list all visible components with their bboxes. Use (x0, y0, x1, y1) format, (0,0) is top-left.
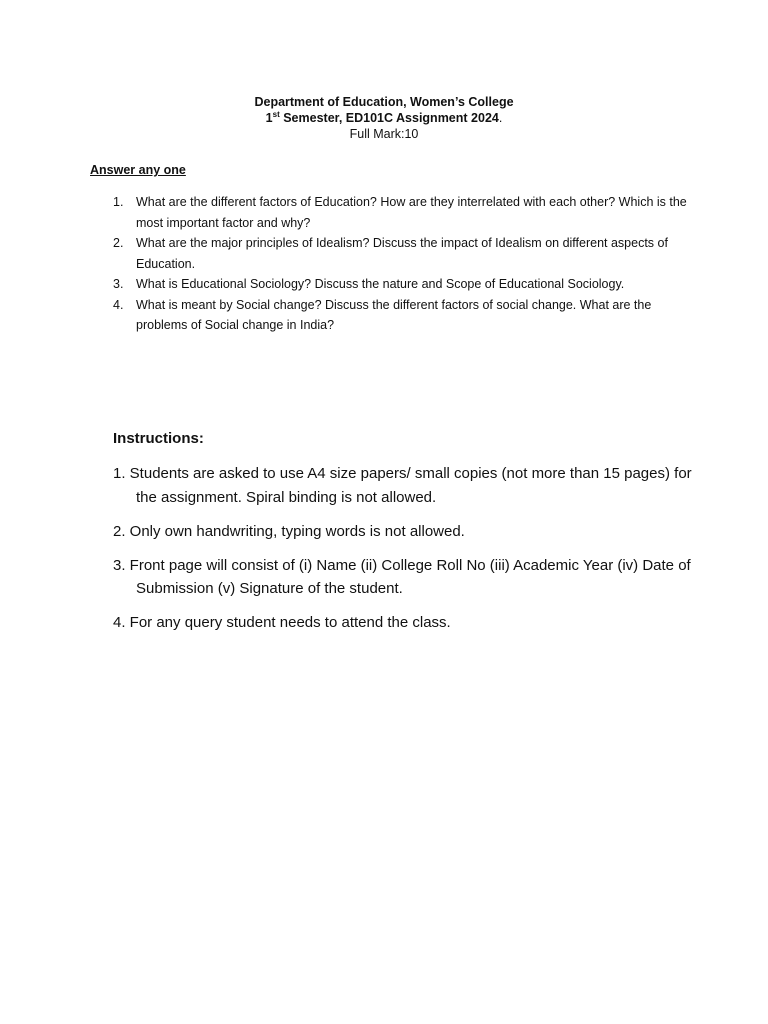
answer-any-heading: Answer any one (90, 163, 186, 177)
question-list (113, 192, 693, 336)
assignment-title (0, 110, 768, 126)
question-item (113, 233, 693, 274)
semester-number: 1 (265, 111, 273, 125)
question-number: 2. (113, 236, 124, 250)
question-text: What are the major principles of Idealism? Discuss the impact of Idealism on different aspects of Education. (136, 236, 668, 271)
instruction-item: 4. For any query student needs to attend the class. (113, 614, 451, 631)
document-header (0, 94, 768, 142)
instruction-item: 2. Only own handwriting, typing words is not allowed. (113, 522, 465, 540)
assignment-title-rest: Semester, ED101C Assignment 2024 (279, 111, 499, 125)
instructions-heading: Instructions: (113, 430, 204, 447)
question-number: 3. (113, 277, 124, 291)
instructions-list (113, 462, 693, 645)
question-text: What are the different factors of Education? How are they interrelated with each other? Which is the most important factor and why? (136, 195, 687, 230)
question-number: 1. (113, 195, 124, 209)
question-number: 4. (113, 297, 124, 312)
question-item (113, 192, 693, 233)
question-item (113, 274, 693, 295)
assignment-title-period: . (498, 111, 503, 125)
department-title: Department of Education, Women’s College (254, 95, 514, 109)
question-item (113, 295, 693, 336)
question-text: What is Educational Sociology? Discuss the nature and Scope of Educational Sociology. (136, 277, 625, 291)
instruction-item: 3. Front page will consist of (i) Name (ii) College Roll No (iii) Academic Year (iv) Date of Submission (v) Signature of the student. (113, 556, 691, 597)
full-mark: Full Mark:10 (349, 127, 419, 141)
instruction-item: 1. Students are asked to use A4 size papers/ small copies (not more than 15 pages) for the assignment. Spiral binding is not allowed. (113, 465, 692, 506)
question-text: What is meant by Social change? Discuss the different factors of social change. What are the problems of Social change in India? (136, 297, 652, 332)
ordinal-suffix: st (272, 109, 280, 119)
